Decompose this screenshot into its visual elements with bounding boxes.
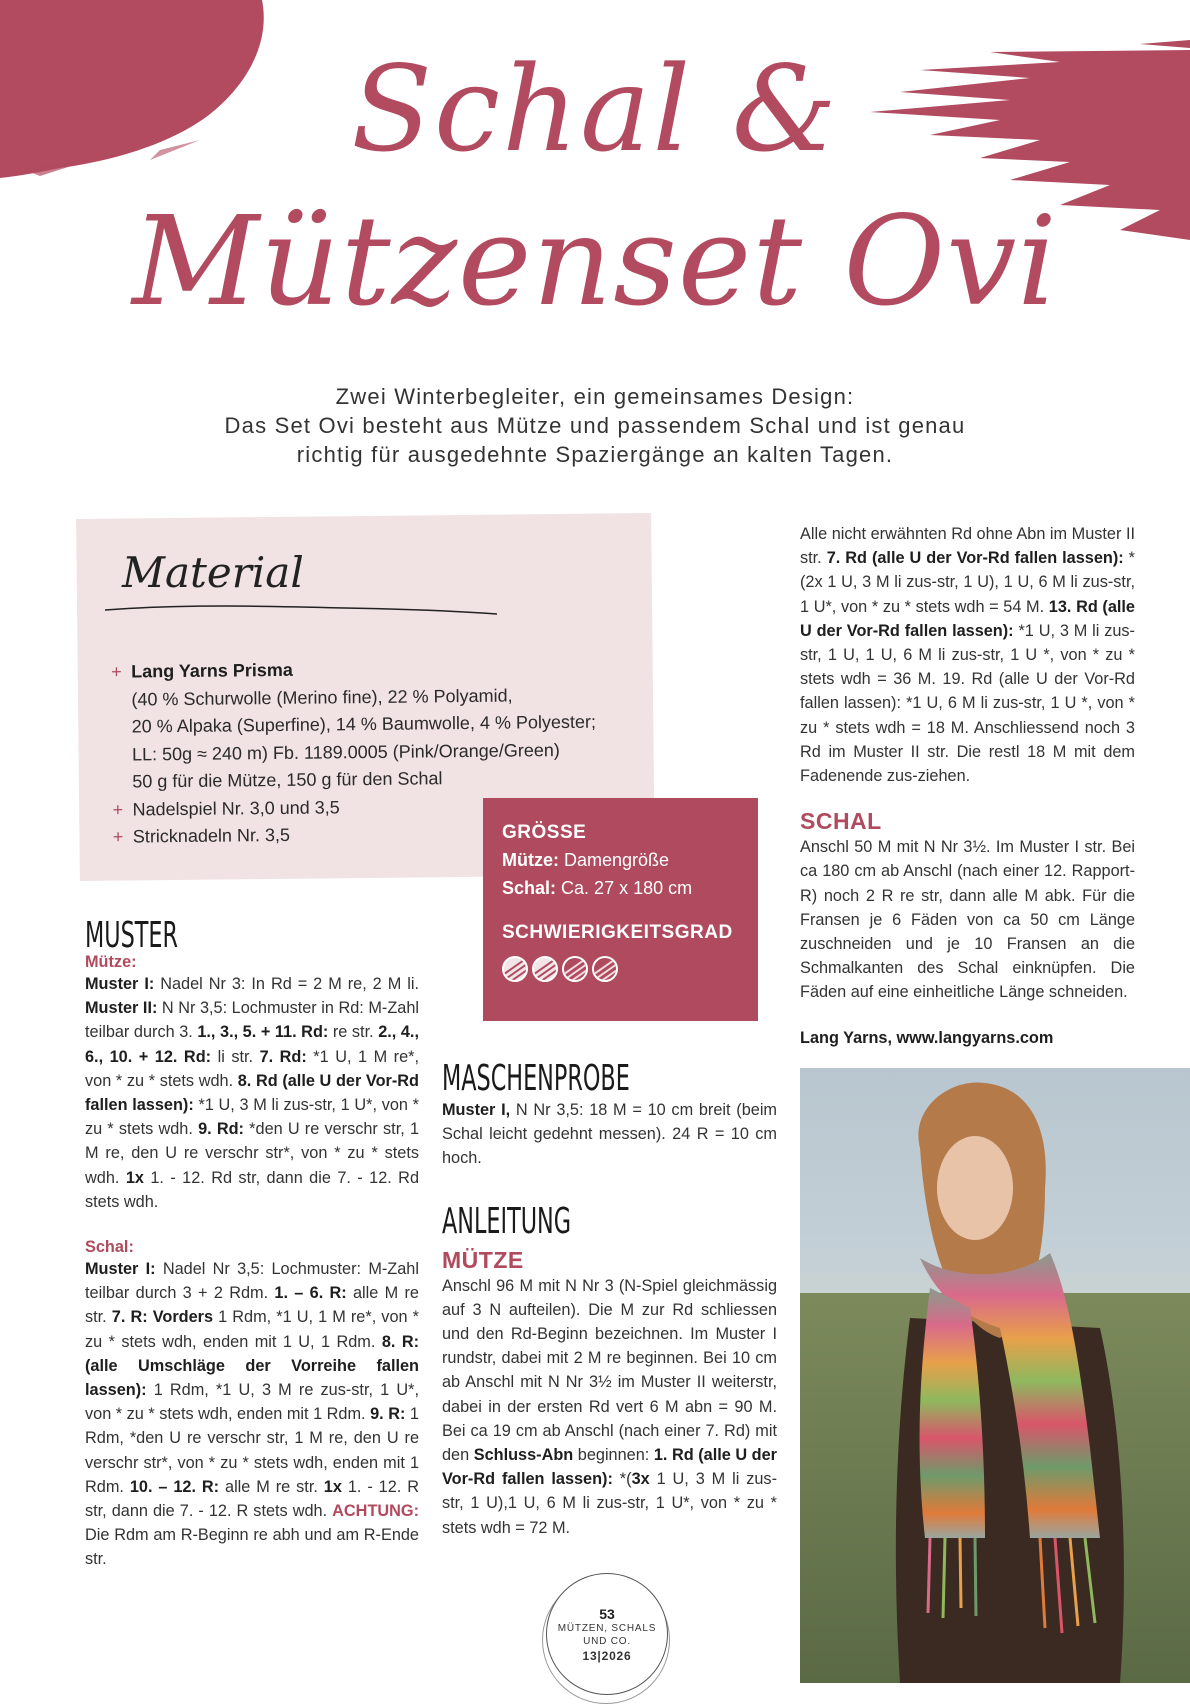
bold-run: 2., 4., 6., 10. + 12. Rd: [85, 1023, 419, 1066]
magazine-line-2: UND CO. [583, 1636, 631, 1647]
bold-run: 1. – 6. R: [274, 1284, 347, 1303]
size-scarf-value: Ca. 27 x 180 cm [561, 878, 693, 898]
text-run: 1 Rdm, *1 U, 3 M re zus-str, 1 U*, von * zu * stets wdh, enden mit 1 Rdm. [85, 1381, 419, 1424]
issue-number: 13|2026 [582, 1649, 632, 1663]
text-run: 1 Rdm, *den U re verschr str, 1 M re, den U re verschr str*, von * zu * stets wdh, enden mit 1 Rdm. [85, 1405, 419, 1496]
maschenprobe-text [442, 1098, 777, 1171]
text-run: 1. - 12. R str, dann die 7. - 12. R stets wdh. [85, 1477, 419, 1521]
text-run: 1 Rdm, *1 U, 1 M re*, von * zu * stets wdh, enden mit 1 U, 1 Rdm. [85, 1308, 419, 1351]
material-item-name: Nadelspiel Nr. 3,0 und 3,5 [132, 796, 340, 820]
bold-run: 9. R: [370, 1405, 406, 1424]
yarn-credit: Lang Yarns, www.langyarns.com [800, 1028, 1054, 1047]
bold-run: 7. Rd (alle U der Vor-Rd fallen lassen): [826, 549, 1124, 568]
bold-run: 1., 3., 5. + 11. Rd: [197, 1023, 329, 1042]
column-anleitung [442, 1058, 777, 1540]
anleitung-scarf-sub: SCHAL [800, 808, 882, 835]
plus-icon: + [111, 661, 122, 682]
difficulty-heading: SCHWIERIGKEITSGRAD [502, 922, 733, 943]
bold-run: 7. Rd: [259, 1047, 307, 1066]
size-heading: GRÖSSE [502, 822, 587, 843]
size-scarf-row [502, 874, 733, 902]
muster-heading: MUSTER [85, 915, 179, 956]
material-item-detail: 50 g für die Mütze, 150 g für den Schal [132, 768, 443, 792]
text-run: 1 U, 3 M li zus-str, 1 U),1 U, 6 M li zus-str, 1 U*, von * zu * stets wdh = 72 M. [442, 1470, 777, 1537]
material-item-name: Stricknadeln Nr. 3,5 [132, 824, 291, 847]
magazine-line-1: MÜTZEN, SCHALS [557, 1623, 657, 1634]
size-hat-row [502, 846, 733, 874]
size-hat-value: Damengröße [564, 850, 670, 870]
text-run: Die Rdm am R-Beginn re abh und am R-Ende str. [85, 1526, 419, 1569]
maschenprobe-heading: MASCHENPROBE [442, 1058, 630, 1099]
material-item-detail: LL: 50g ≈ 240 m) Fb. 1189.0005 (Pink/Orange/Green) [131, 739, 560, 765]
bold-run: Muster I: [85, 1260, 156, 1279]
bold-run: 10. – 12. R: [129, 1477, 220, 1496]
muster-hat-sub: Mütze: [85, 953, 137, 971]
yarn-ball-icon [592, 956, 618, 982]
page-number: 53 [599, 1606, 615, 1622]
column-muster [85, 915, 419, 1572]
text-run: Nadel Nr 3,5: Lochmuster: M-Zahl teilbar durch 3 + 2 Rdm. [85, 1260, 419, 1303]
text-run: alle M re str. [219, 1477, 324, 1496]
anleitung-heading: ANLEITUNG [442, 1200, 572, 1242]
bold-run: 1x [125, 1168, 144, 1187]
text-run: li str. [211, 1047, 260, 1066]
bold-run: 9. Rd: [198, 1120, 244, 1139]
anleitung-hat-continued [800, 522, 1135, 788]
bold-run: 1x [323, 1477, 342, 1496]
material-item-name: Lang Yarns Prisma [131, 659, 293, 682]
anleitung-scarf-text [800, 835, 1135, 1004]
bold-run: 1. Rd (alle U der Vor-Rd fallen lassen): [442, 1446, 777, 1489]
text-run: 1. - 12. Rd str, dann die 7. - 12. Rd stets wdh. [85, 1168, 419, 1211]
text-run: alle M re str. [85, 1284, 419, 1327]
text-run: *den U re verschr str, 1 M re, den U re verschr str*, von * zu * stets wdh. [85, 1120, 419, 1187]
material-heading: Material [122, 548, 304, 597]
plus-icon: + [112, 799, 124, 820]
material-item-detail: (40 % Schurwolle (Merino fine), 22 % Polyamid, [131, 685, 513, 710]
text-run: Anschl 96 M mit N Nr 3 (N-Spiel gleichmässig auf 3 N aufteilen). Die M zur Rd schliessen und den Rd-Beginn bezeichnen. Im Muster I rundstr, dabei mit 2 M re beginnen. Bei 10 cm ab Anschl mit N Nr 3½ im Muster II weiterstr, dabei in der ersten Rd vert 6 M abn = 90 M. Bei ca 19 cm ab Anschl (nach einer 7. Rd) mit den [442, 1276, 777, 1465]
anleitung-hat-text [442, 1274, 777, 1540]
muster-hat-text [85, 972, 419, 1214]
bold-run: 3x [631, 1470, 650, 1489]
page-badge [546, 1573, 668, 1695]
model-photo [800, 1068, 1190, 1683]
text-run: beginnen: [573, 1446, 654, 1465]
text-run: *( [612, 1470, 632, 1489]
yarn-ball-icon [562, 956, 588, 982]
bold-run: Schluss-Abn [473, 1446, 574, 1465]
bold-run: ACHTUNG: [332, 1502, 419, 1521]
text-run: N Nr 3,5: 18 M = 10 cm breit (beim Schal leicht gedehnt messen). 24 R = 10 cm hoch. [442, 1101, 777, 1168]
size-scarf-label: Schal: [502, 878, 557, 898]
intro-line-1: Zwei Winterbegleiter, ein gemeinsames Design: [335, 384, 855, 409]
intro-line-3: richtig für ausgedehnte Spaziergänge an kalten Tagen. [296, 442, 894, 467]
yarn-ball-icon [502, 956, 528, 982]
bold-run: 7. R: Vorders [111, 1308, 214, 1327]
muster-scarf-text [85, 1257, 419, 1572]
material-item [111, 653, 632, 796]
bold-run: 8. R: (alle Umschläge der Vorreihe fallen lassen): [85, 1332, 419, 1400]
intro-text [0, 382, 1190, 469]
material-item-detail: 20 % Alpaka (Superfine), 14 % Baumwolle, 4 % Polyester; [131, 711, 597, 737]
text-run: Alle nicht erwähnten Rd ohne Abn im Muster II str. [800, 525, 1135, 568]
difficulty-rating [502, 956, 733, 987]
bold-run: Muster II: [85, 999, 158, 1018]
size-hat-label: Mütze: [502, 850, 559, 870]
title-line-1: Schal & [351, 40, 839, 178]
text-run: re str. [328, 1023, 379, 1042]
intro-line-2: Das Set Ovi besteht aus Mütze und passendem Schal und ist genau [224, 413, 966, 438]
title-line-2: Mützenset Ovi [132, 190, 1058, 334]
bold-run: Muster I: [85, 975, 155, 993]
text-run: *1 U, 3 M li zus-str, 1 U*, von * zu * stets wdh. [85, 1096, 419, 1139]
text-run: Nadel Nr 3: In Rd = 2 M re, 2 M li. [154, 975, 419, 993]
bold-run: 8. Rd (alle U der Vor-Rd fallen lassen): [85, 1071, 419, 1115]
anleitung-hat-sub: MÜTZE [442, 1246, 524, 1273]
text-run: Anschl 50 M mit N Nr 3½. Im Muster I str. Bei ca 180 cm ab Anschl (nach einer 12. Rapport-R) noch 2 R re str, dann alle M abk. Für die Fransen je 6 Fäden von ca 50 cm Länge zuschneiden und je 10 Fransen an die Schmalkanten des Schal einknüpfen. Die Fäden auf eine einheitliche Länge schneiden. [800, 838, 1135, 1002]
muster-scarf-sub: Schal: [85, 1238, 134, 1257]
text-run: *(2x 1 U, 3 M li zus-str, 1 U), 1 U, 6 M li zus-str, 1 U*, von * zu * stets wdh = 54 M. [800, 549, 1135, 616]
text-run: *1 U, 3 M li zus-str, 1 U, 1 U, 6 M li zus-str, 1 U *, von * zu * stets wdh = 36 M. 19. Rd (alle U der Vor-Rd fallen lassen): *1 U, 6 M li zus-str, 1 U *, von * zu * stets wdh = 18 M. Anschliessend noch 3 Rd im Muster II str. Die restl 18 M mit dem Fadenende zus-ziehen. [800, 621, 1135, 786]
size-box [483, 798, 758, 1021]
text-run: *1 U, 1 M re*, von * zu * stets wdh. [85, 1047, 419, 1090]
column-continued [800, 522, 1135, 1048]
bold-run: Muster I, [442, 1101, 511, 1119]
yarn-ball-icon [532, 956, 558, 982]
material-underline [105, 600, 505, 620]
text-run: N Nr 3,5: Lochmuster in Rd: M-Zahl teilbar durch 3. [85, 999, 419, 1042]
plus-icon: + [112, 826, 124, 847]
bold-run: 13. Rd (alle U der Vor-Rd fallen lassen): [800, 597, 1135, 640]
